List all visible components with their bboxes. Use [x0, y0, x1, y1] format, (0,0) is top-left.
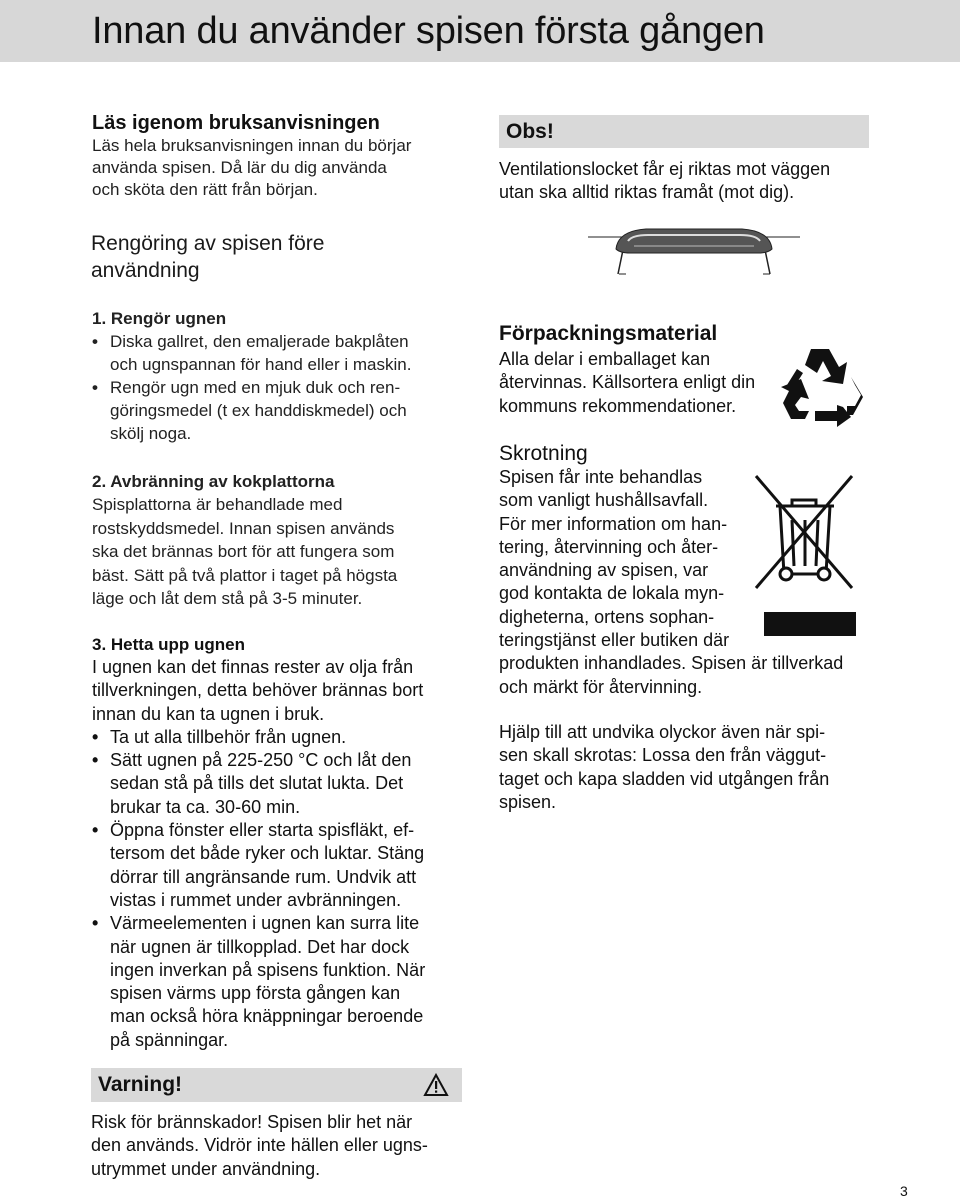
text-line: spisen värms upp första gången kan: [110, 983, 401, 1004]
text-line: använda spisen. Då lär du dig använda: [92, 158, 387, 177]
text-line: utan ska alltid riktas framåt (mot dig).: [499, 182, 795, 203]
text-line: Spisplattorna är behandlade med: [92, 495, 343, 514]
read-manual-section: [92, 111, 492, 201]
packaging-title: Förpackningsmaterial: [499, 322, 718, 345]
text-line: den används. Vidrör inte hällen eller ugns-: [91, 1135, 428, 1156]
text-line: ska det brännas bort för att fungera som: [92, 542, 395, 561]
text-line: rostskyddsmedel. Innan spisen används: [92, 518, 395, 538]
text-line: göringsmedel (t ex handdiskmedel) och: [110, 401, 407, 420]
text-line: tillverkningen, detta behöver brännas bort: [92, 680, 424, 701]
bullet-item: [92, 819, 492, 912]
step-2: [92, 470, 492, 611]
text-line: på spänningar.: [110, 1029, 229, 1050]
cleaning-title-line: användning: [91, 259, 200, 282]
cleaning-title-line: Rengöring av spisen före: [91, 232, 325, 255]
text-line: Läs hela bruksanvisningen innan du börjar: [92, 136, 412, 155]
text-line: Alla delar i emballaget kan: [499, 349, 711, 369]
text-line: Spisen får inte behandlas: [499, 467, 703, 487]
text-line: god kontakta de lokala myn-: [499, 583, 725, 604]
crossed-bin-icon: [752, 470, 862, 640]
text-line: och sköta den rätt från början.: [92, 180, 318, 199]
text-line: dörrar till angränsande rum. Undvik att: [110, 866, 417, 887]
text-line: man också höra knäppningar beroende: [110, 1006, 424, 1027]
text-line: och ugnspannan för hand eller i maskin.: [110, 355, 412, 374]
warning-box: [91, 1068, 462, 1102]
text-line: • Diska gallret, den emaljerade bakplåten: [110, 332, 409, 351]
step-1: [92, 307, 492, 445]
bullet-item: [92, 330, 492, 376]
text-line: läge och låt dem stå på 3-5 minuter.: [92, 589, 363, 608]
text-line: vistas i rummet under avbränningen.: [110, 889, 402, 910]
text-line: ingen inverkan på spisens funktion. När: [110, 959, 426, 980]
page-number: 3: [900, 1183, 908, 1199]
text-line: • Ta ut alla tillbehör från ugnen.: [110, 726, 347, 747]
text-line: tering, återvinning och åter-: [499, 536, 719, 557]
text-line: • Värmeelementen i ugnen kan surra lite: [110, 913, 420, 934]
step-1-title: 1. Rengör ugnen: [92, 309, 227, 328]
text-line: För mer information om han-: [499, 513, 728, 534]
vent-cover-illustration: [588, 219, 800, 279]
step-3-bullets: [92, 726, 492, 1052]
text-line: taget och kapa sladden vid utgången från: [499, 768, 830, 789]
recycling-icon: [781, 341, 871, 429]
read-manual-title: Läs igenom bruksanvisningen: [92, 112, 380, 134]
step-2-title: 2. Avbränning av kokplattorna: [92, 472, 335, 491]
text-line: bäst. Sätt på två plattor i taget på högsta: [92, 565, 398, 585]
text-line: Risk för brännskador! Spisen blir het när: [91, 1112, 413, 1132]
text-line: I ugnen kan det finnas rester av olja från: [92, 657, 414, 677]
step-3-title: 3. Hetta upp ugnen: [92, 635, 245, 654]
bullet-item: [92, 912, 492, 1052]
text-line: återvinnas. Källsortera enligt din: [499, 372, 756, 393]
cleaning-title: [91, 230, 491, 284]
obs-box: [499, 115, 869, 148]
text-line: • Rengör ugn med en mjuk duk och ren-: [110, 378, 401, 397]
step-3: [92, 633, 492, 1052]
text-line: utrymmet under användning.: [91, 1158, 321, 1179]
text-line: Hjälp till att undvika olyckor även när spi-: [499, 721, 826, 742]
text-line: produkten inhandlades. Spisen är tillverkad: [499, 653, 844, 674]
disposal-title: Skrotning: [499, 442, 588, 465]
text-line: kommuns rekommendationer.: [499, 395, 737, 416]
warning-label: Varning!: [98, 1073, 183, 1096]
text-line: och märkt för återvinning.: [499, 676, 703, 697]
text-line: skölj noga.: [110, 424, 192, 443]
bullet-item: [92, 376, 492, 445]
disposal-safety-text: [499, 721, 919, 814]
text-line: när ugnen är tillkopplad. Det har dock: [110, 936, 410, 957]
bullet-item: [92, 726, 492, 749]
packaging-section: [499, 322, 799, 418]
text-line: spisen.: [499, 791, 557, 812]
bullet-item: [92, 749, 492, 819]
read-manual-body: [92, 135, 492, 201]
page-header: [0, 0, 960, 62]
warning-text: [91, 1111, 491, 1181]
text-line: • Öppna fönster eller starta spisfläkt, ef-: [110, 820, 415, 841]
text-line: brukar ta ca. 30-60 min.: [110, 796, 301, 817]
text-line: sen skall skrotas: Lossa den från väggut-: [499, 745, 827, 766]
obs-label: Obs!: [506, 120, 554, 143]
page-title: Innan du använder spisen första gången: [92, 10, 765, 52]
text-line: innan du kan ta ugnen i bruk.: [92, 703, 325, 724]
text-line: användning av spisen, var: [499, 560, 709, 581]
obs-text: [499, 158, 919, 205]
text-line: teringstjänst eller butiken där: [499, 630, 730, 651]
text-line: tersom det både ryker och luktar. Stäng: [110, 843, 425, 864]
packaging-text: [499, 348, 799, 418]
text-line: Ventilationslocket får ej riktas mot väggen: [499, 159, 831, 179]
warning-triangle-icon: [423, 1073, 449, 1102]
text-line: sedan stå på tills det slutat lukta. Det: [110, 773, 404, 794]
text-line: • Sätt ugnen på 225-250 °C och låt den: [110, 750, 412, 771]
text-line: som vanligt hushållsavfall.: [499, 490, 709, 511]
step-1-bullets: [92, 330, 492, 445]
text-line: digheterna, ortens sophan-: [499, 606, 715, 627]
